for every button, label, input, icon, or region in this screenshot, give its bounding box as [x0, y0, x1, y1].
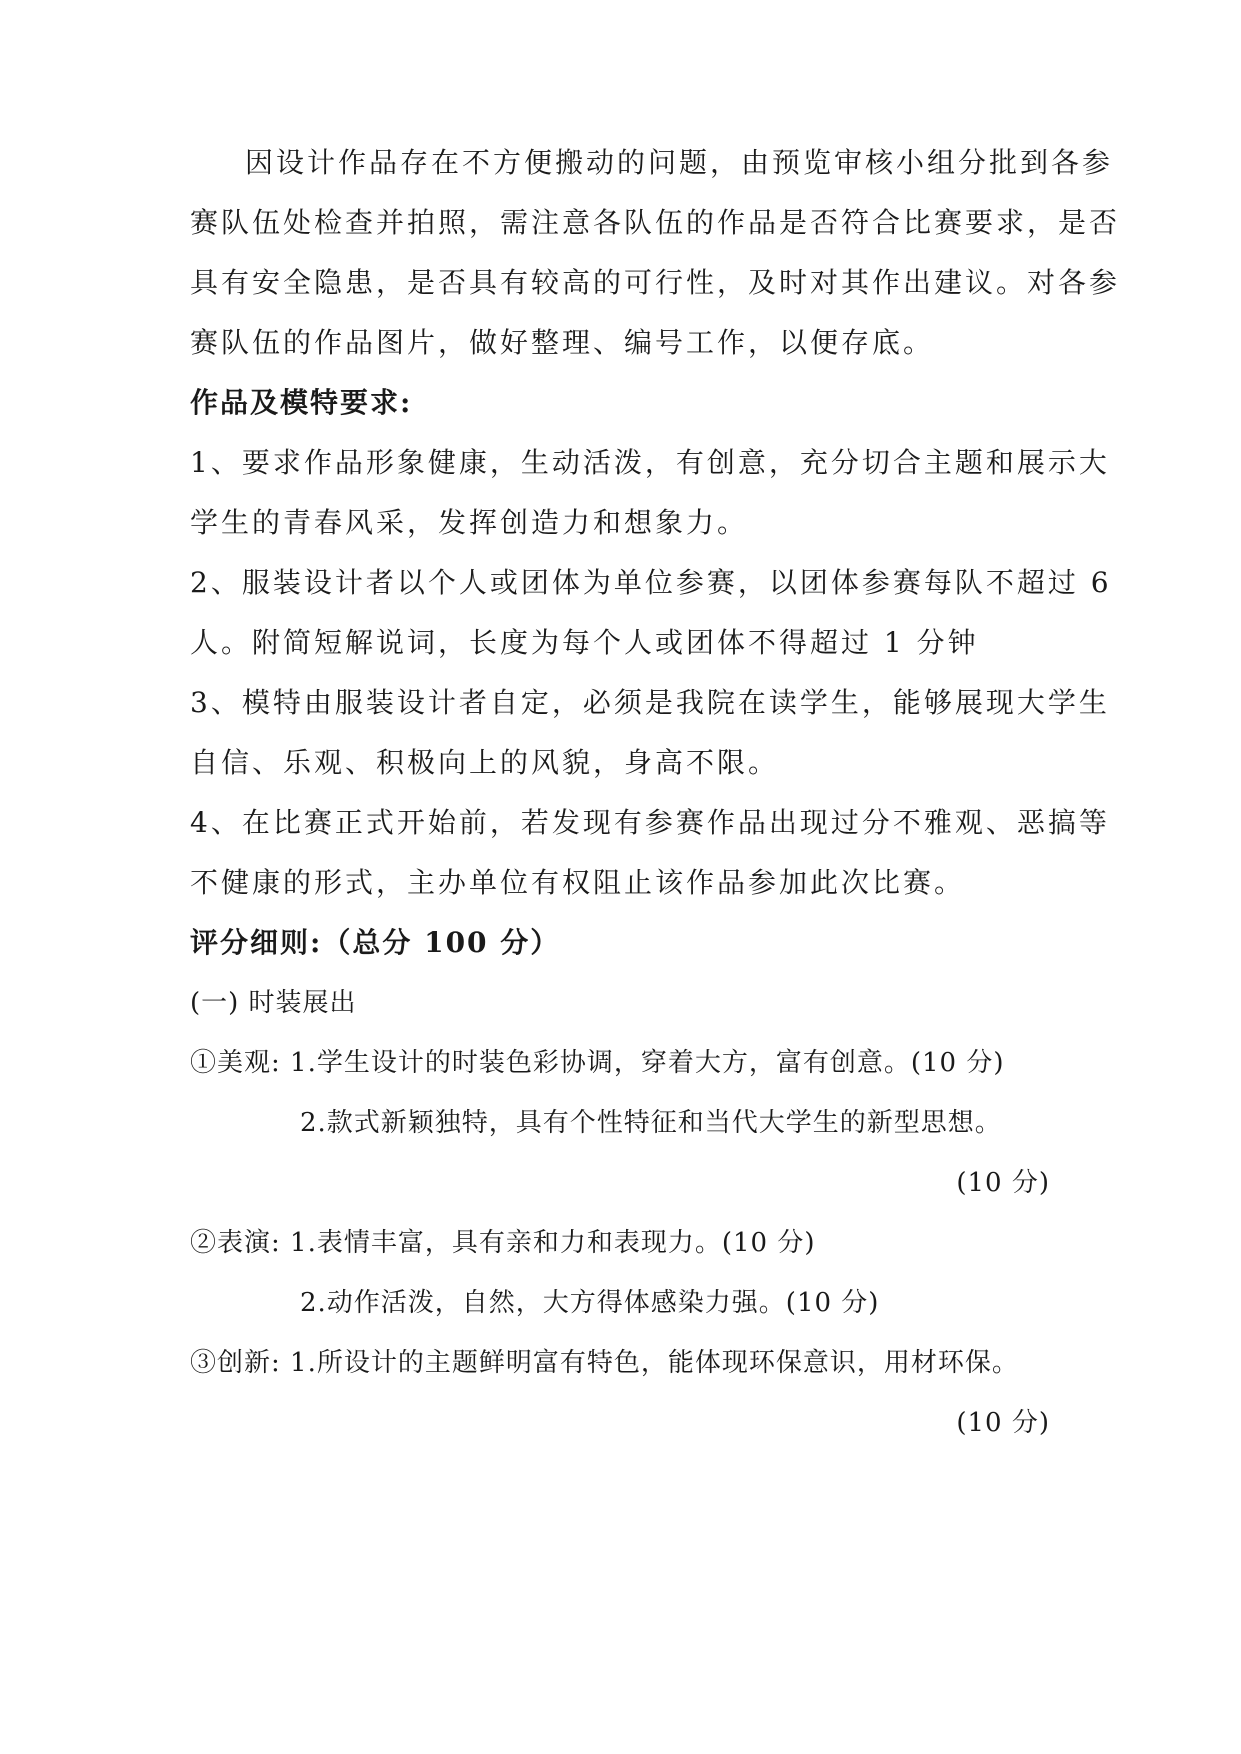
- requirement-line-3: 2、服装设计者以个人或团体为单位参赛，以团体参赛每队不超过 6: [190, 566, 1112, 599]
- requirement-line-7: 4、在比赛正式开始前，若发现有参赛作品出现过分不雅观、恶搞等: [190, 806, 1110, 839]
- requirement-line-1: 1、要求作品形象健康，生动活泼，有创意，充分切合主题和展示大: [190, 446, 1110, 479]
- scoring-perform-1: ②表演: 1.表情丰富，具有亲和力和表现力。(10 分): [190, 1228, 816, 1258]
- requirement-line-4: 人。附简短解说词，长度为每个人或团体不得超过 1 分钟: [190, 626, 979, 659]
- scoring-beauty-1: ①美观: 1.学生设计的时装色彩协调，穿着大方，富有创意。(10 分): [190, 1048, 1005, 1078]
- section-title-scoring: 评分细则:（总分 100 分）: [190, 926, 561, 959]
- intro-line-3: 具有安全隐患，是否具有较高的可行性，及时对其作出建议。对各参: [190, 266, 1121, 299]
- intro-line-4: 赛队伍的作品图片，做好整理、编号工作，以便存底。: [190, 326, 935, 359]
- subsection-title: (一) 时装展出: [190, 988, 357, 1018]
- scoring-innovation-1-score: (10 分): [956, 1408, 1050, 1438]
- scoring-beauty-2-score: (10 分): [956, 1168, 1050, 1198]
- requirement-line-6: 自信、乐观、积极向上的风貌，身高不限。: [190, 746, 780, 779]
- scoring-perform-2: 2.动作活泼，自然，大方得体感染力强。(10 分): [300, 1288, 880, 1318]
- requirement-line-2: 学生的青春风采，发挥创造力和想象力。: [190, 506, 749, 539]
- scoring-innovation-1: ③创新: 1.所设计的主题鲜明富有特色，能体现环保意识，用材环保。: [190, 1348, 1019, 1378]
- scoring-beauty-2: 2.款式新颖独特，具有个性特征和当代大学生的新型思想。: [300, 1108, 1002, 1138]
- intro-line-2: 赛队伍处检查并拍照，需注意各队伍的作品是否符合比赛要求，是否: [190, 206, 1121, 239]
- intro-line-1: 因设计作品存在不方便搬动的问题，由预览审核小组分批到各参: [245, 146, 1114, 179]
- requirement-line-5: 3、模特由服装设计者自定，必须是我院在读学生，能够展现大学生: [190, 686, 1110, 719]
- section-title-requirements: 作品及模特要求:: [190, 386, 413, 419]
- requirement-line-8: 不健康的形式，主办单位有权阻止该作品参加此次比赛。: [190, 866, 966, 899]
